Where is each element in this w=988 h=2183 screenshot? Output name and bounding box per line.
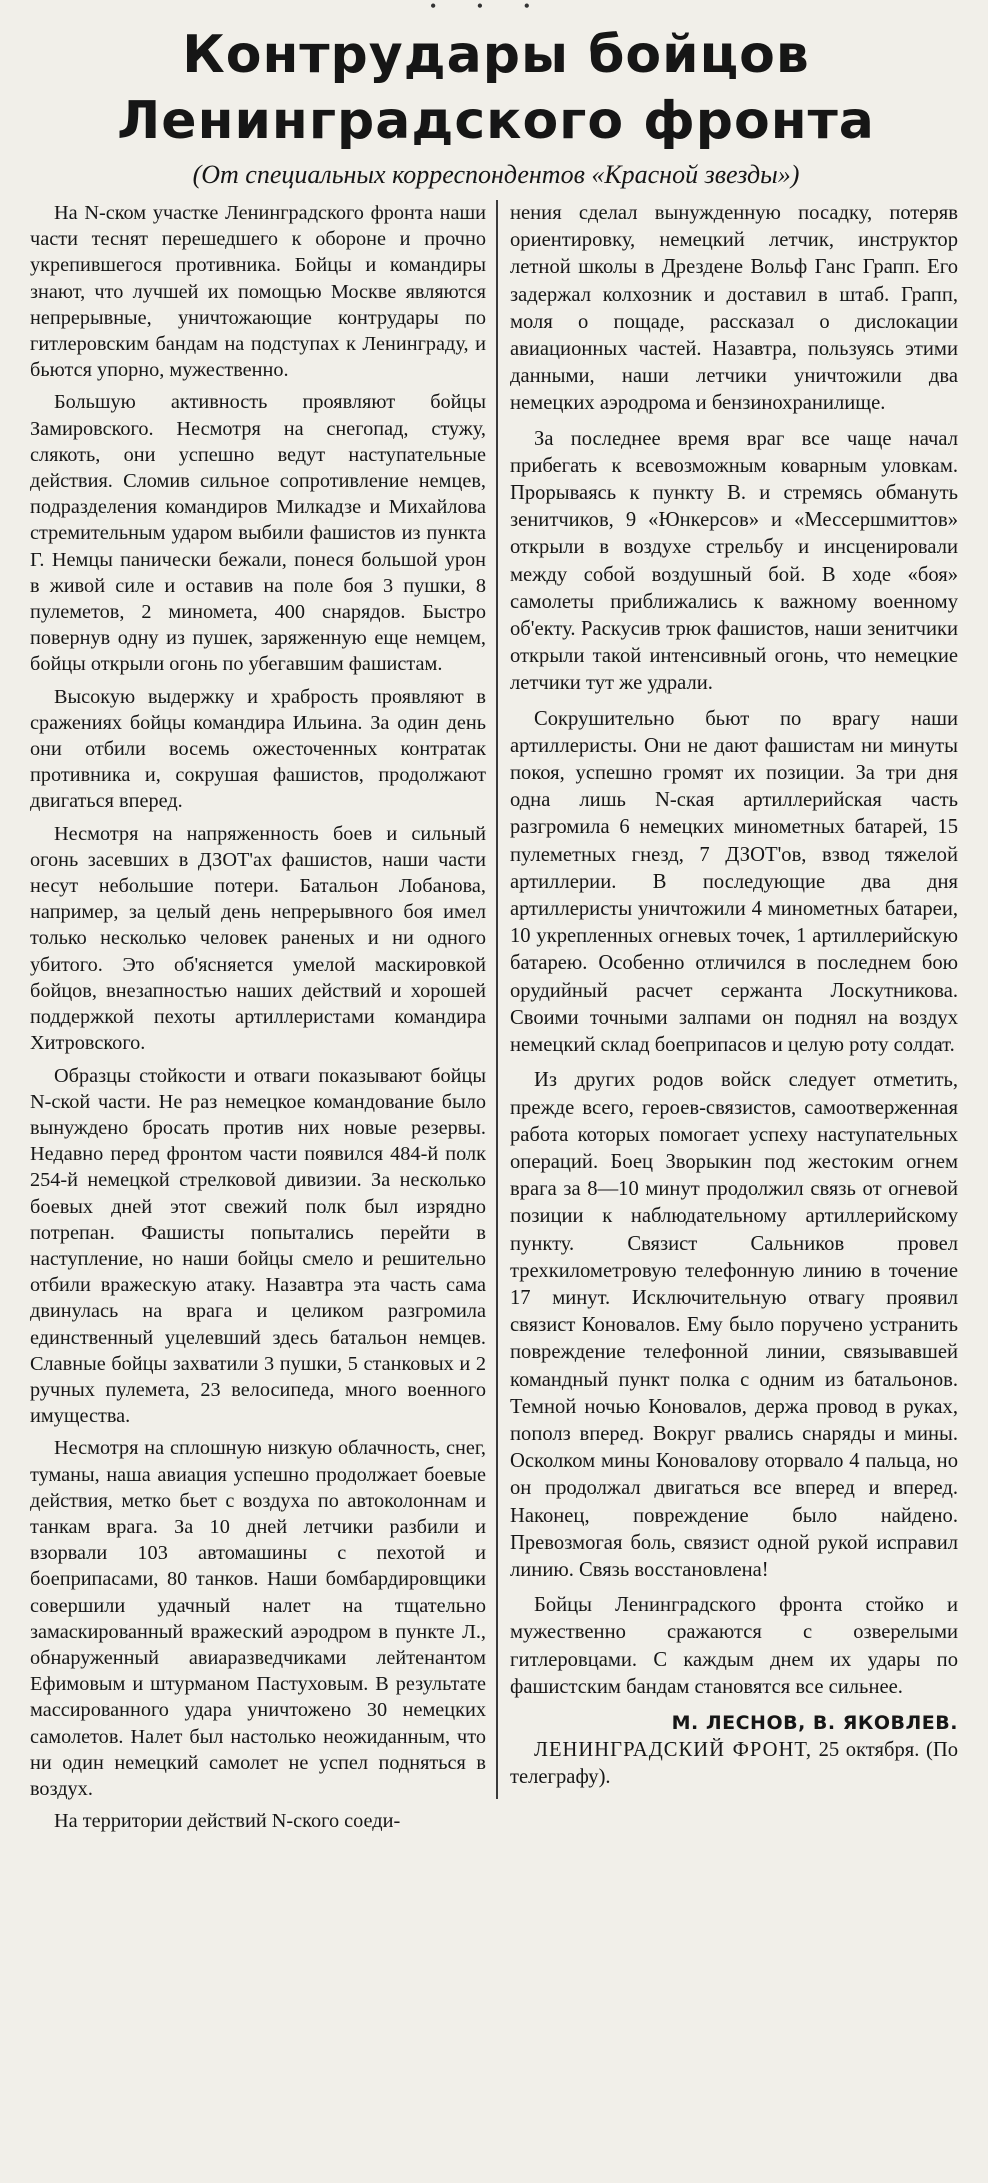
right-column (496, 200, 958, 1799)
paragraph: Несмотря на напряженность боев и сильный огонь засевших в ДЗОТ'ах фашистов, наши части несут небольшие потери. Батальон Лобанова, например, за целый день непрерывного боя имел только несколько человек раненых и ни одного убитого. Это об'ясняется умелой маскировкой бойцов, внезапностью наших действий и хорошей поддержкой пехоты артиллеристами командира Хитровского. (30, 822, 486, 1055)
headline-line-2: Ленинградского фронта (117, 91, 875, 151)
paragraph: На территории действий N-ского соеди- (54, 1810, 401, 1833)
dateline-place: ЛЕНИНГРАДСКИЙ ФРОНТ, (534, 1738, 812, 1761)
paragraph: Из других родов войск следует отметить, прежде всего, героев-связистов, самоотверженная работа которых помогает успеху наступательных операций. Боец Зворыкин под жестоким огнем врага за 8—10 минут продолжил связь от огневой позиции к наблюдательному артиллерийскому пункту. Связист Сальников провел трехкилометровую телефонную линию в точение 17 минут. Исключительную отвагу проявил связист Коновалов. Ему было поручено устранить повреждение телефонной линии, связывавшей командный пункт полка с одним из батальонов. Темной ночью Коновалов, держа провод в руках, пополз вперед. Вокруг рвались снаряды и мины. Осколком мины Коновалову оторвало 4 пальца, но он продолжал двигаться все вперед и вперед. Наконец, повреждение было найдено. Превозмогая боль, связист одной рукой исправил линию. Связь восстановлена! (510, 1069, 958, 1581)
paragraph: За последнее время враг все чаще начал прибегать к всевозможным коварным уловкам. Прорываясь к пункту В. и стремясь обмануть зенитчиков, 9 «Юнкерсов» и «Мессершмиттов» открыли в воздухе стрельбу и инсценировали между собой воздушный бой. В ходе «боя» самолеты приближались к важному военному об'екту. Раскусив трюк фашистов, наши зенитчики открыли такой интенсивный огонь, что немецкие летчики тут же удрали. (510, 427, 958, 695)
top-ornament: • • • (430, 0, 548, 16)
headline-line-1: Контрудары бойцов (182, 25, 810, 85)
paragraph: Бойцы Ленинградского фронта стойко и мужественно сражаются с озверелыми гитлеровцами. С каждым днем их удары по фашистским бандам становятся все сильнее. (510, 1594, 958, 1698)
paragraph: Сокрушительно бьют по врагу наши артиллеристы. Они не дают фашистам ни минуты покоя, успешно громят их позиции. За три дня одна лишь N-ская артиллерийская часть разгромила 6 немецких минометных батарей, 15 пулеметных гнезд, 7 ДЗОТ'ов, взвод тяжелой артиллерии. В последующие два дня артиллеристы уничтожили 4 минометных батареи, 10 укрепленных огневых точек, 1 артиллерийскую батарею. Особенно отличился в последнем бою орудийный расчет сержанта Лоскутникова. Своими точными залпами он поднял на воздух немецкий склад боеприпасов и целую роту солдат. (510, 707, 958, 1057)
paragraph: Большую активность проявляют бойцы Замировского. Несмотря на снегопад, стужу, слякоть, они успешно ведут наступательные действия. Сломив сильное сопротивление немцев, подразделения командиров Милкадзе и Михайлова стремительным ударом выбили фашистов из пункта Г. Немцы панически бежали, понеся большой урон в живой силе и оставив на поле боя 3 пушки, 8 пулеметов, 2 миномета, 400 снарядов. Быстро повернув одну из пушек, заряженную еще немцем, бойцы открыли огонь по убегавшим фашистам. (30, 391, 486, 676)
dateline-date: 25 октября. (По телеграфу). (510, 1738, 959, 1789)
paragraph: Образцы стойкости и отваги показывают бойцы N-ской части. Не раз немецкое командование было вынуждено бросать против них новые резервы. Недавно перед фронтом части появился 484-й полк 254-й немецкой стрелковой дивизии. За несколько боевых дней этот свежий полк был изрядно потрепан. Фашисты попытались перейти в наступление, но наши бойцы смело и решительно отбили вражескую атаку. Назавтра эта часть сама двинулась на врага и целиком разгромила единственный уцелевший здесь батальон немцев. Славные бойцы захватили 3 пушки, 5 станковых и 2 ручных пулемета, 23 велосипеда, много военного имущества. (30, 1064, 486, 1428)
author-signature: М. ЛЕСНОВ, В. ЯКОВЛЕВ. (671, 1711, 958, 1734)
byline-subtitle: (От специальных корреспондентов «Красной звезды») (192, 160, 800, 189)
left-column (30, 200, 496, 1840)
dateline (510, 1737, 958, 1791)
headline (30, 0, 962, 154)
paragraph: Несмотря на сплошную низкую облачность, снег, туманы, наша авиация успешно продолжает боевые действия, метко бьет с воздуха по автоколоннам и танкам врага. За 10 дней летчики разбили и взорвали 103 автомашины с пехотой и боеприпасами, 80 танков. Наши бомбардировщики совершили удачный налет на тщательно замаскированный вражеский аэродром в пункте Л., обнаруженный авиаразведчиками лейтенантом Ефимовым и штурманом Пастуховым. В результате массированного удара уничтожено 30 немецких самолетов. Налет был настолько неожиданным, что ни один немецкий самолет не успел подняться в воздух. (30, 1437, 486, 1800)
paragraph: На N-ском участке Ленинградского фронта наши части теснят перешедшего к обороне и прочно укрепившегося противника. Бойцы и командиры знают, что лучшей их помощью Москве являются непрерывные, уничтожающие контрудары по гитлеровским бандам на подступах к Ленинграду, и бьются упорно, мужественно. (30, 202, 486, 382)
paragraph: Высокую выдержку и храбрость проявляют в сражениях бойцы командира Ильина. За один день они отбили восемь ожесточенных контратак противника и, сокрушая фашистов, продолжают двигаться вперед. (30, 685, 486, 813)
paragraph: нения сделал вынужденную посадку, потеряв ориентировку, немецкий летчик, инструктор летной школы в Дрездене Вольф Ганс Грапп. Его задержал колхозник и доставил в штаб. Грапп, моля о пощаде, рассказал о дислокации авиационных частей. Назавтра, пользуясь этими данными, наши летчики уничтожили два немецких аэродрома и бензинохранилище. (510, 202, 958, 415)
article-body (30, 200, 962, 1840)
